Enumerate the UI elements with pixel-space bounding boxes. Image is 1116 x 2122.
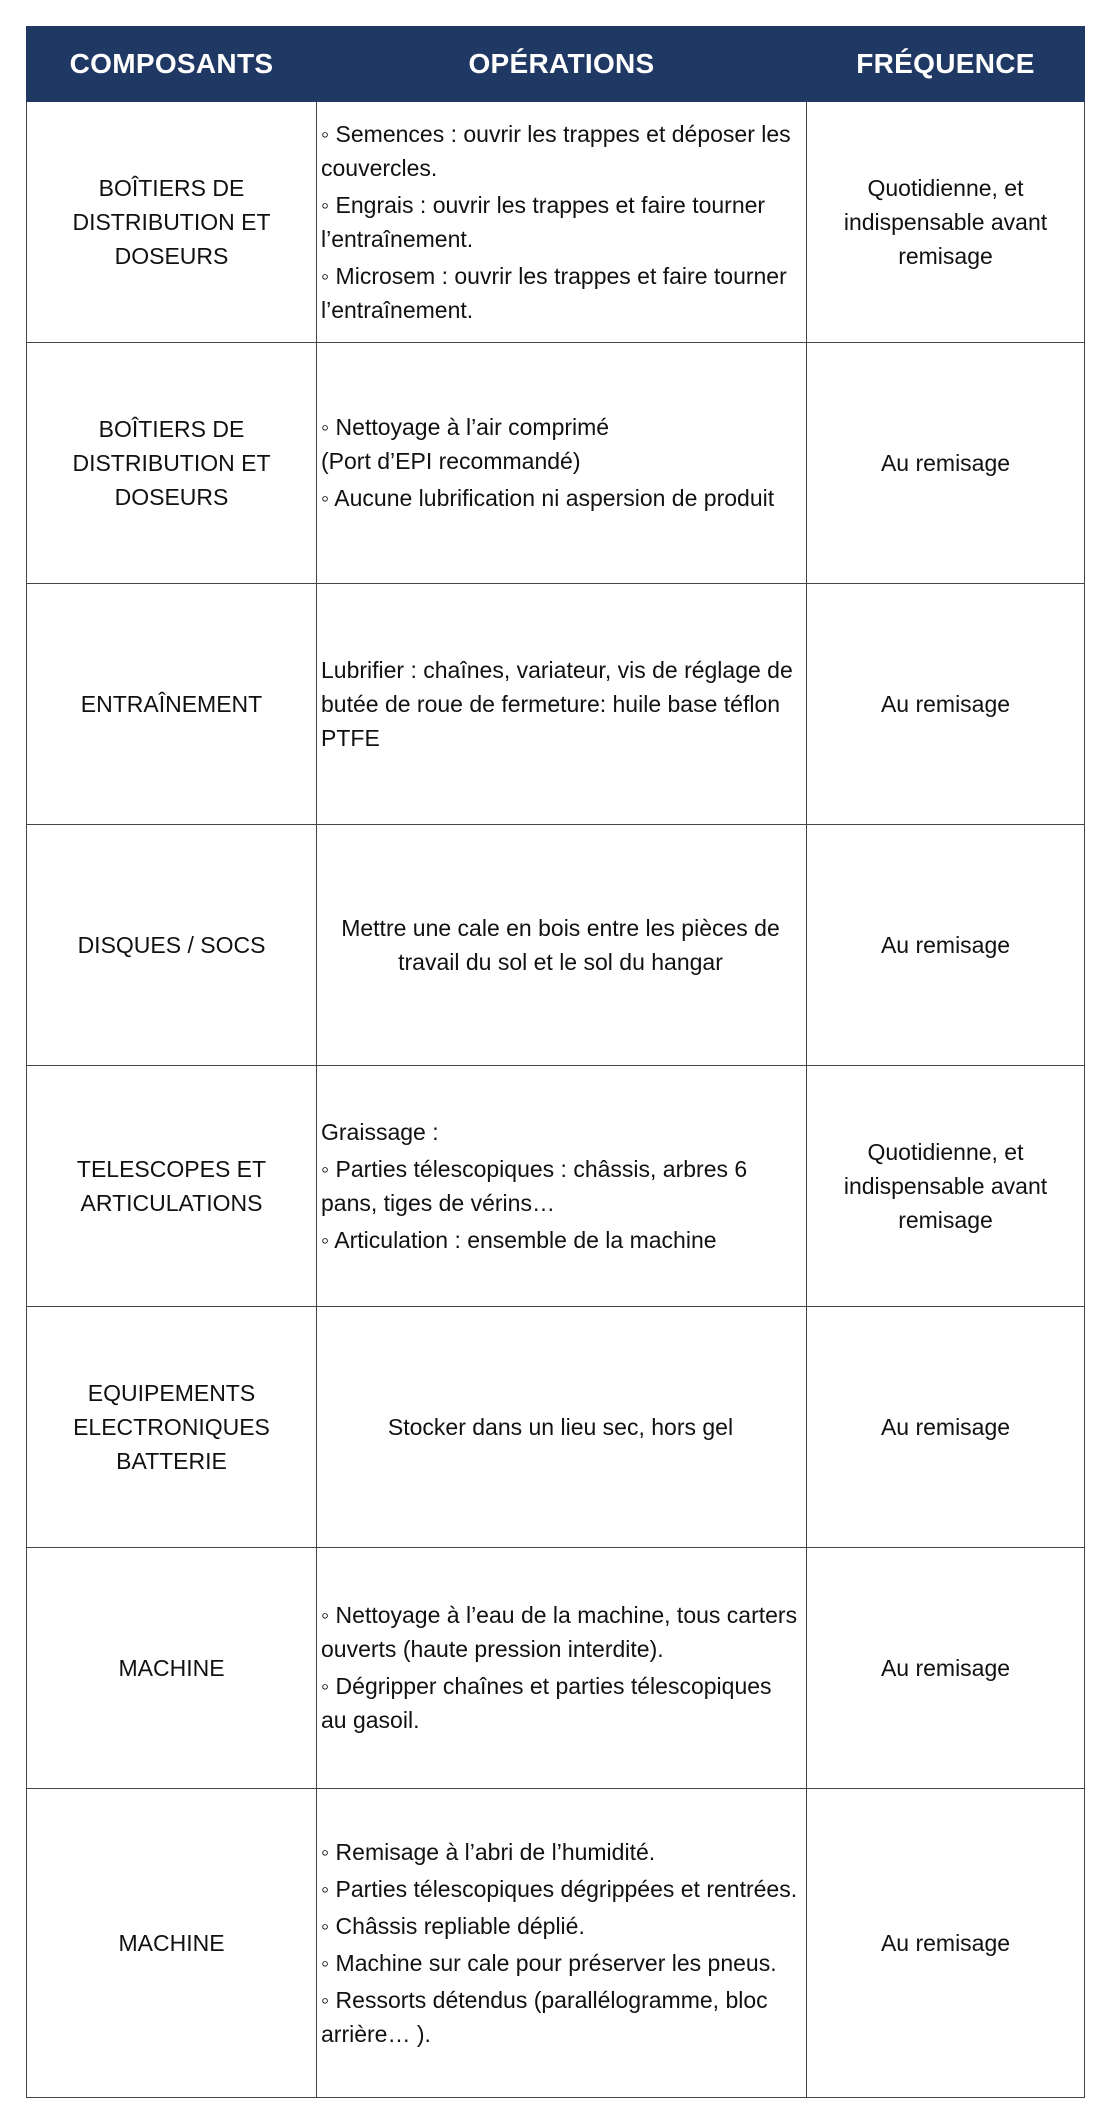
header-row	[27, 27, 1085, 102]
frequency-cell: Au remisage	[807, 1307, 1085, 1548]
header-components: COMPOSANTS	[27, 27, 317, 102]
table-row	[27, 343, 1085, 584]
operation-item: ◦ Nettoyage à l’air comprimé (Port d’EPI recommandé)	[321, 414, 610, 474]
operation-item: ◦ Microsem : ouvrir les trappes et faire tourner l’entraînement.	[321, 262, 787, 323]
table-row	[27, 825, 1085, 1066]
table-body	[27, 102, 1085, 2098]
frequency-cell: Au remisage	[807, 584, 1085, 825]
operations-cell	[317, 1789, 807, 2098]
operation-item: ◦ Machine sur cale pour préserver les pneus.	[321, 1949, 777, 1976]
operation-item: ◦ Ressorts détendus (parallélogramme, bloc arrière… ).	[321, 1986, 768, 2047]
operation-item: ◦ Dégripper chaînes et parties télescopiques au gasoil.	[321, 1673, 772, 1733]
operations-cell	[317, 825, 807, 1066]
operation-item: ◦ Nettoyage à l’eau de la machine, tous carters ouverts (haute pression interdite).	[321, 1602, 798, 1662]
component-cell: BOÎTIERS DE DISTRIBUTION ET DOSEURS	[27, 343, 317, 584]
operation-item: ◦ Parties télescopiques dégrippées et rentrées.	[321, 1875, 798, 1902]
frequency-cell: Au remisage	[807, 825, 1085, 1066]
operation-item: ◦ Engrais : ouvrir les trappes et faire tourner l’entraînement.	[321, 191, 766, 252]
operation-item: ◦ Remisage à l’abri de l’humidité.	[321, 1838, 656, 1865]
operations-cell	[317, 343, 807, 584]
operations-cell	[317, 1307, 807, 1548]
header-frequency: FRÉQUENCE	[807, 27, 1085, 102]
component-cell: MACHINE	[27, 1789, 317, 2098]
header-operations: OPÉRATIONS	[317, 27, 807, 102]
component-cell: MACHINE	[27, 1548, 317, 1789]
operations-cell	[317, 1548, 807, 1789]
table-header	[27, 27, 1085, 102]
table-row	[27, 1789, 1085, 2098]
component-cell: DISQUES / SOCS	[27, 825, 317, 1066]
frequency-cell: Au remisage	[807, 1789, 1085, 2098]
operation-item: Lubrifier : chaînes, variateur, vis de réglage de butée de roue de fermeture: huile base téflon PTFE	[321, 656, 793, 751]
operation-item: Graissage :	[321, 1118, 439, 1145]
table-row	[27, 102, 1085, 343]
operation-item: Stocker dans un lieu sec, hors gel	[387, 1413, 734, 1440]
operation-item: ◦ Parties télescopiques : châssis, arbres 6 pans, tiges de vérins…	[321, 1155, 748, 1216]
frequency-cell: Quotidienne, et indispensable avant remisage	[807, 1066, 1085, 1307]
operations-cell	[317, 584, 807, 825]
table-row	[27, 1548, 1085, 1789]
table-row	[27, 1307, 1085, 1548]
operation-item: ◦ Semences : ouvrir les trappes et déposer les couvercles.	[321, 120, 791, 181]
operations-cell	[317, 1066, 807, 1307]
component-cell: ENTRAÎNEMENT	[27, 584, 317, 825]
frequency-cell: Au remisage	[807, 343, 1085, 584]
operation-item: Mettre une cale en bois entre les pièces de travail du sol et le sol du hangar	[341, 914, 780, 975]
frequency-cell: Quotidienne, et indispensable avant remisage	[807, 102, 1085, 343]
operation-item: ◦ Aucune lubrification ni aspersion de produit	[321, 485, 775, 511]
frequency-cell: Au remisage	[807, 1548, 1085, 1789]
table-row	[27, 1066, 1085, 1307]
operations-cell	[317, 102, 807, 343]
component-cell: BOÎTIERS DE DISTRIBUTION ET DOSEURS	[27, 102, 317, 343]
table-row	[27, 584, 1085, 825]
maintenance-table	[26, 26, 1085, 2098]
operation-item: ◦ Châssis repliable déplié.	[321, 1912, 585, 1939]
component-cell: EQUIPEMENTS ELECTRONIQUES BATTERIE	[27, 1307, 317, 1548]
component-cell: TELESCOPES ET ARTICULATIONS	[27, 1066, 317, 1307]
operation-item: ◦ Articulation : ensemble de la machine	[321, 1226, 717, 1253]
